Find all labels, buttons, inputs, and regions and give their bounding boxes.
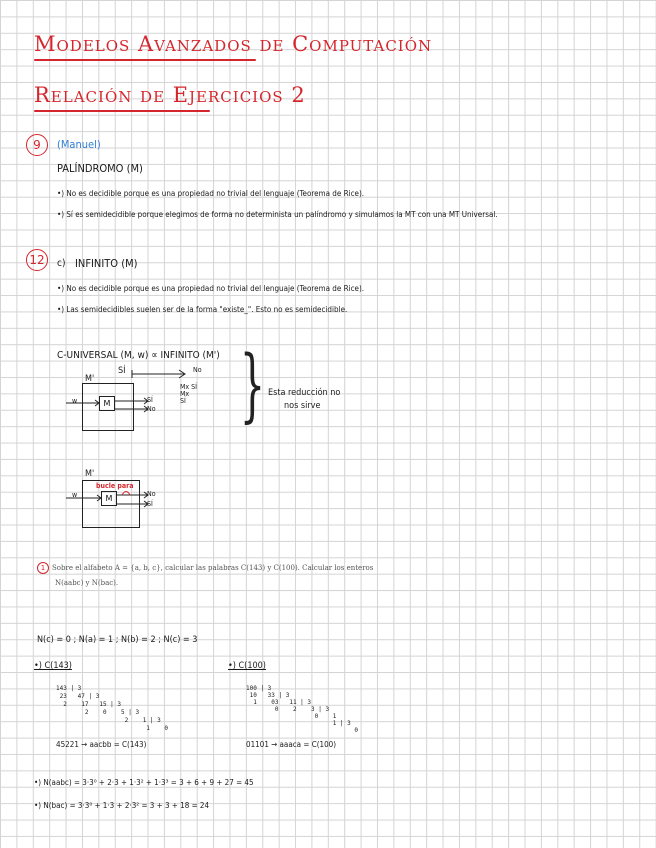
brace-note-2: nos sirve [284,401,321,411]
diagram-out-no: No [147,405,156,413]
diagram-2-wires [66,488,156,514]
reduction-statement: C-UNIVERSAL (M, w) ∝ INFINITO (M') [57,350,220,361]
diagram-input-w: w [72,397,78,405]
div143-row: 2 17 15 | 3 [56,701,122,708]
exercise-12-bullet-2: •) Las semidecidibles suelen ser de la forma "existe_". Esto no es semidecidible. [57,305,348,314]
print-statement-1: Sobre el alfabeto A = {a, b, c}, calcular las palabras C(143) y C(100). Calcular los enteros [52,564,374,572]
div100-row: 100 | 3 [246,685,272,692]
exercise-9-problem: PALÍNDROMO (M) [57,162,143,175]
loop-label: bucle para [96,482,134,490]
course-title: Modelos Avanzados de Computación [34,32,433,56]
print-exercise-number: 1 [37,562,49,574]
diagram-out-yes: SÍ [147,396,153,404]
division-100 [246,685,358,734]
div100-row: 0 1 [246,713,337,720]
div143-row: 143 | 3 [56,685,82,692]
inner-machine-2: M [101,491,117,506]
sheet-title: Relación de Ejercicios 2 [34,83,306,107]
diagram-2-out-yes: SÍ [147,500,153,508]
right-brace: } [239,338,266,431]
exercise-9-number: 9 [26,134,48,156]
diagram-2-m-label: M' [85,469,95,479]
c100-label: •) C(100) [228,661,266,671]
mapping-line: N(c) = 0 ; N(a) = 1 ; N(b) = 2 ; N(c) = 3 [37,635,198,645]
diagram-stacked-note: Mx SÍ Mx SÍ [180,383,198,405]
result-100: 01101 → aaaca = C(100) [246,740,337,749]
arrow-si [130,368,190,380]
brace-note-1: Esta reducción no [268,388,341,398]
division-143 [56,685,168,733]
title-underline [34,59,256,61]
div100-row: 0 2 3 | 3 [246,706,330,713]
exercise-9-tag: (Manuel) [57,138,101,151]
div100-row: 0 [246,727,358,734]
exercise-9-bullet-1: •) No es decidible porque es una propiedad no trivial del lenguaje (Teorema de Rice). [57,189,365,198]
exercise-9-bullet-2: •) Sí es semidecidible porque elegimos de forma no determinista un palíndromo y simulamos la MT con una MT Universal. [57,210,498,219]
diagram-m-label: M' [85,374,95,384]
print-statement-2: N(aabc) y N(bac). [55,579,119,587]
div143-row: 2 1 | 3 [56,717,161,724]
div143-row: 1 0 [56,725,168,732]
exercise-12-part: c) [57,258,66,269]
exercise-12-number: 12 [26,249,48,271]
diagram-2-input-w: w [72,491,78,499]
div143-row: 23 47 | 3 [56,693,100,700]
c143-label: •) C(143) [34,661,72,671]
n-aabc: •) N(aabc) = 3·3⁰ + 2·3 + 1·3² + 1·3³ = 3 + 6 + 9 + 27 = 45 [34,778,254,787]
div100-row: 1 03 11 | 3 [246,699,312,706]
result-143: 45221 → aacbb = C(143) [56,740,147,749]
diagram-1-wires [66,395,156,419]
exercise-12-bullet-1: •) No es decidible porque es una propiedad no trivial del lenguaje (Teorema de Rice). [57,284,365,293]
div100-row: 10 33 | 3 [246,692,290,699]
div100-row: 1 | 3 [246,720,351,727]
exercise-12-problem: INFINITO (M) [75,257,138,270]
diagram-si-label: SÍ [118,366,126,376]
div143-row: 2 0 5 | 3 [56,709,140,716]
diagram-no-label: No [193,366,202,374]
inner-machine: M [99,396,115,411]
n-bac: •) N(bac) = 3·3⁰ + 1·3 + 2·3² = 3 + 3 + 18 = 24 [34,801,210,810]
diagram-2-out-no: No [147,490,156,498]
subtitle-underline [34,110,210,112]
